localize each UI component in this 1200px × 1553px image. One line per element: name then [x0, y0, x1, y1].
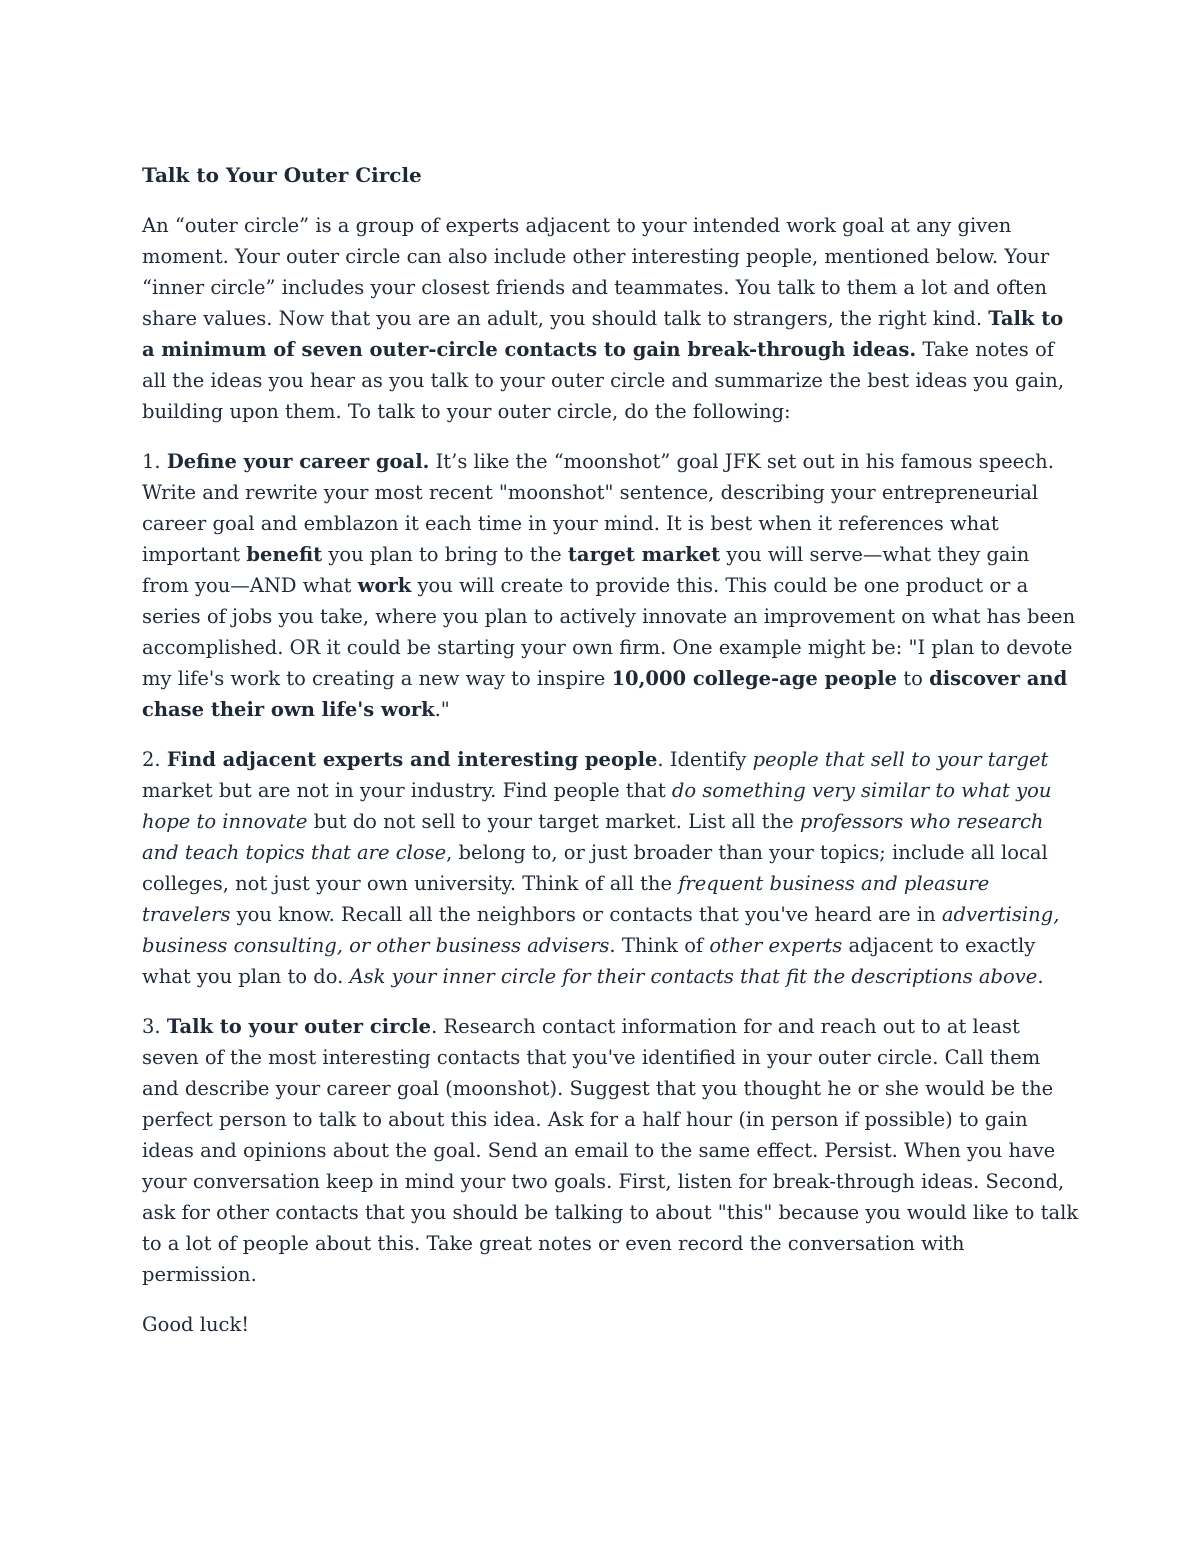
- step-3-number: 3.: [142, 1015, 167, 1038]
- step-2-italic-5: advertising, business consulting, or other business advisers: [142, 903, 1060, 957]
- step-2-text-7: adjacent to exactly what you plan to do.: [142, 934, 1036, 988]
- step-2-text-1: . Identify: [657, 748, 753, 771]
- step-2-italic-7: Ask your inner circle for their contacts that fit the descriptions above: [349, 965, 1038, 988]
- intro-paragraph: [142, 210, 1082, 427]
- step-2-text-5: you know. Recall all the neighbors or contacts that you've heard are in: [230, 903, 942, 926]
- intro-bold-1: Talk to a minimum of seven outer-circle contacts to gain break-through ideas.: [142, 307, 1064, 361]
- step-2-heading: Find adjacent experts and interesting people: [166, 748, 658, 771]
- step-2-text-3: but do not sell to your target market. List all the: [307, 810, 800, 833]
- step-1-text-3: you will serve—what they gain from you—AND what: [142, 543, 1030, 597]
- step-1-paragraph: [142, 446, 1082, 725]
- step-1-text-4: you will create to provide this. This could be one product or a series of jobs you take, where you plan to actively innovate an improvement on what has been accomplished. OR it could be starting your own firm. One example might be: "I plan to devote my life's work to creating a new way to inspire: [142, 574, 1076, 690]
- step-1-bold-work: work: [357, 574, 412, 597]
- closing-line: Good luck!: [142, 1313, 250, 1336]
- step-2-text-2: market but are not in your industry. Find people that: [142, 779, 672, 802]
- step-1-heading: Define your career goal.: [166, 450, 430, 473]
- intro-text-1: An “outer circle” is a group of experts adjacent to your intended work goal at any given moment. Your outer circle can also include other interesting people, mentioned below. Your “inner circle” includes your closest friends and teammates. You talk to them a lot and often share values. Now that you are an adult, you should talk to strangers, the right kind.: [142, 214, 1050, 330]
- step-2-paragraph: [142, 744, 1082, 992]
- step-2-italic-6: other experts: [709, 934, 843, 957]
- step-3-text-1: . Research contact information for and reach out to at least seven of the most interesting contacts that you've identified in your outer circle. Call them and describe your career goal (moonshot). Suggest that you thought he or she would be the perfect person to talk to about this idea. Ask for a half hour (in person if possible) to gain ideas and opinions about the goal. Send an email to the same effect. Persist. When you have your conversation keep in mind your two goals. First, listen for break-through ideas. Second, ask for other contacts that you should be talking to about "this" because you would like to talk to a lot of people about this. Take great notes or even record the conversation with permission.: [142, 1015, 1079, 1286]
- step-2-italic-1: people that sell to your target: [752, 748, 1049, 771]
- intro-text-2: Take notes of all the ideas you hear as you talk to your outer circle and summarize the best ideas you gain, building upon them. To talk to your outer circle, do the following:: [142, 338, 1065, 423]
- step-1-bold-people: 10,000 college-age people: [611, 667, 898, 690]
- step-2-number: 2.: [142, 748, 167, 771]
- step-2-text-8: .: [1037, 965, 1044, 988]
- step-1-number: 1.: [142, 450, 167, 473]
- step-2-italic-3: professors who research and teach topics that are close: [142, 810, 1044, 864]
- step-1-text-6: .": [434, 698, 450, 721]
- step-1-bold-target: target market: [567, 543, 721, 566]
- step-3-heading: Talk to your outer circle: [166, 1015, 432, 1038]
- step-2-italic-2: do something very similar to what you hope to innovate: [142, 779, 1052, 833]
- step-2-text-6: . Think of: [609, 934, 710, 957]
- step-2-text-4: , belong to, or just broader than your topics; include all local colleges, not just your own university. Think of all the: [142, 841, 1048, 895]
- step-3-paragraph: [142, 1011, 1082, 1290]
- step-1-bold-discover: discover and chase their own life's work: [142, 667, 1068, 721]
- step-2-italic-4: frequent business and pleasure travelers: [142, 872, 990, 926]
- step-1-text-5: to: [897, 667, 930, 690]
- document-page: [142, 160, 1082, 1359]
- step-1-text-2: you plan to bring to the: [322, 543, 568, 566]
- step-1-text-1: It’s like the “moonshot” goal JFK set out in his famous speech. Write and rewrite your most recent "moonshot" sentence, describing your entrepreneurial career goal and emblazon it each time in your mind. It is best when it references what important: [142, 450, 1054, 566]
- document-title: Talk to Your Outer Circle: [142, 163, 422, 187]
- step-1-bold-benefit: benefit: [246, 543, 323, 566]
